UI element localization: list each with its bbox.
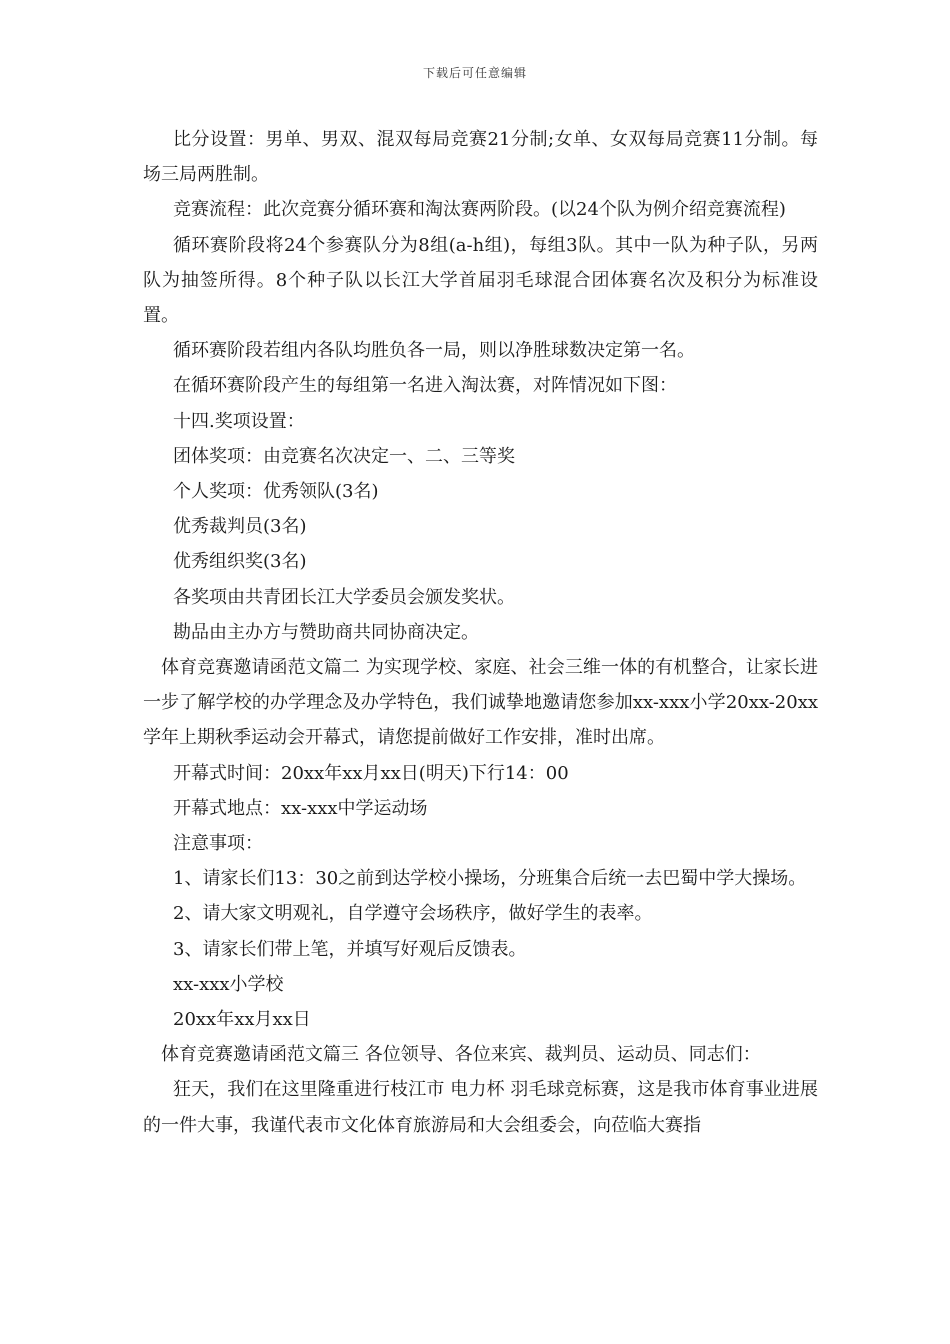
paragraph-sample-three: 体育竞赛邀请函范文篇三 各位领导、各位来宾、裁判员、运动员、同志们： [161,1044,761,1066]
paragraph-prizes: 勘品由主办方与赞助商共同协商决定。 [173,621,479,643]
paragraph-awards-heading: 十四.奖项设置： [173,410,305,432]
paragraph-opening-venue: 开幕式地点：xx-xxx中学运动场 [173,797,428,819]
paragraph-notes-heading: 注意事项： [173,833,263,855]
paragraph-note-1: 1、请家长们13：30之前到达学校小操场，分班集合后统一去巴蜀中学大操场。 [173,868,807,890]
paragraph-sample-two: 体育竞赛邀请函范文篇二 为实现学校、家庭、社会三维一体的有机整合，让家长进一步了解学校的办学理念及办学特色，我们诚挚地邀请您参加xx-xxx小学20xx-20xx学年上期秋季运动会开幕式，请您提前做好工作安排，准时出席。 [143,657,818,749]
paragraph-opening-speech: 狂天，我们在这里隆重进行枝江市 电力杯 羽毛球竞标赛，这是我市体育事业进展的一件大事，我谨代表市文化体育旅游局和大会组委会，向莅临大赛指 [143,1079,818,1136]
document-body [143,122,818,1143]
paragraph-individual-awards: 个人奖项：优秀领队(3名) [173,481,379,503]
paragraph-organization-award: 优秀组织奖(3名) [173,551,307,573]
paragraph-referee-award: 优秀裁判员(3名) [173,516,307,538]
paragraph-competition-flow: 竞赛流程：此次竞赛分循环赛和淘汰赛两阶段。(以24个队为例介绍竞赛流程) [173,199,786,221]
paragraph-round-robin-groups: 循环赛阶段将24个参赛队分为8组(a-h组)，每组3队。其中一队为种子队，另两队为抽签所得。8个种子队以长江大学首届羽毛球混合团体赛名次及积分为标准设置。 [143,234,818,327]
paragraph-note-2: 2、请大家文明观礼，自学遵守会场秩序，做好学生的表率。 [173,903,653,925]
paragraph-team-awards: 团体奖项：由竞赛名次决定一、二、三等奖 [173,445,515,467]
header-note: 下载后可任意编辑 [422,66,527,80]
paragraph-knockout-entry: 在循环赛阶段产生的每组第一名进入淘汰赛，对阵情况如下图： [173,375,677,397]
paragraph-note-3: 3、请家长们带上笔，并填写好观后反馈表。 [173,938,527,960]
paragraph-award-issuer: 各奖项由共青团长江大学委员会颁发奖状。 [173,586,515,608]
paragraph-opening-time: 开幕式时间：20xx年xx月xx日(明天)下行14：00 [173,762,569,784]
paragraph-score-settings: 比分设置：男单、男双、混双每局竞赛21分制;女单、女双每局竞赛11分制。每场三局两胜制。 [143,129,818,186]
paragraph-signature-date: 20xx年xx月xx日 [173,1009,311,1031]
paragraph-round-robin-tiebreak: 循环赛阶段若组内各队均胜负各一局，则以净胜球数决定第一名。 [173,340,695,362]
paragraph-signature-school: xx-xxx小学校 [173,973,284,995]
